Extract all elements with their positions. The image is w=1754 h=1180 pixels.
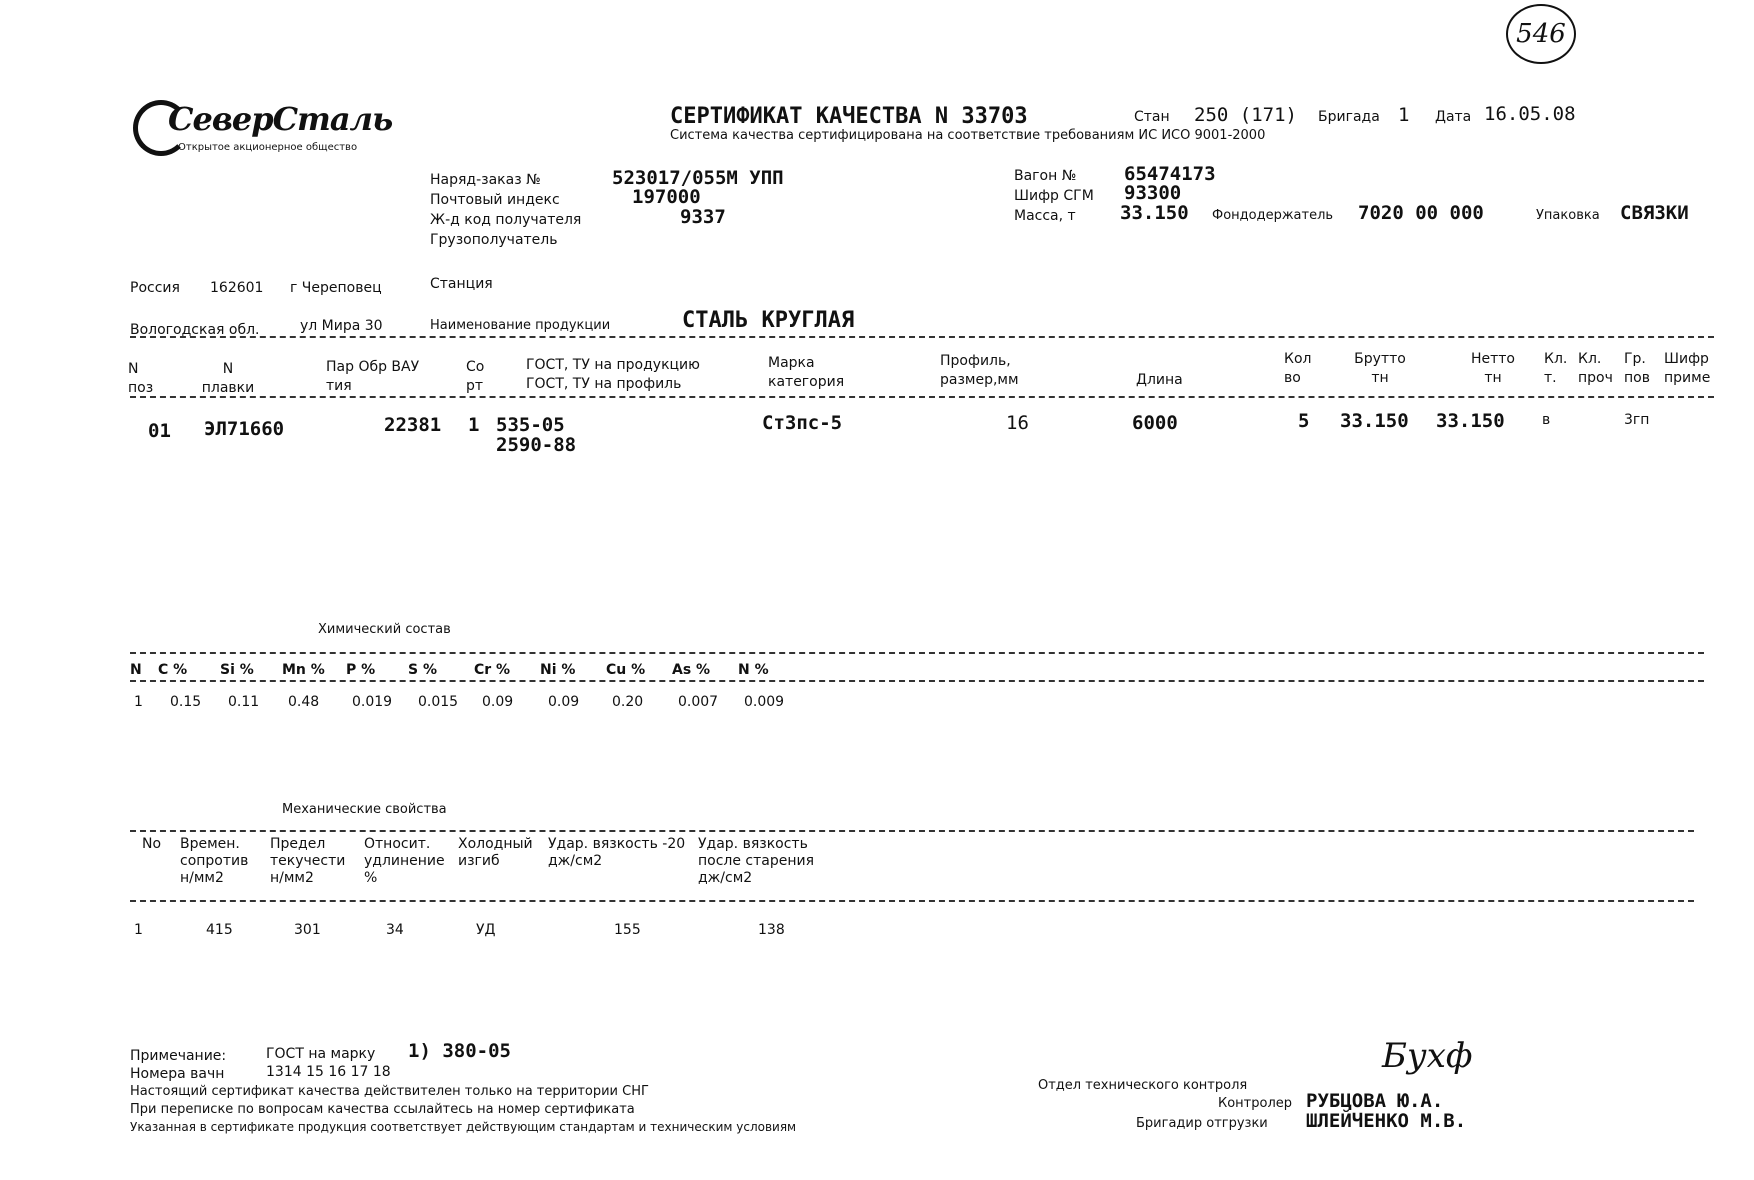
logo-subtitle: Открытое акционерное общество bbox=[178, 142, 358, 153]
col-grade: Со рт bbox=[466, 359, 485, 394]
chemical-value-10: 0.009 bbox=[744, 694, 785, 710]
date-value: 16.05.08 bbox=[1484, 103, 1576, 125]
chemical-value-8: 0.20 bbox=[612, 694, 644, 710]
note-text: ГОСТ на марку bbox=[266, 1046, 376, 1062]
mechanical-header-3: Относит. удлинение % bbox=[364, 836, 445, 886]
mill-value: 250 (171) bbox=[1194, 104, 1297, 126]
chemical-value-4: 0.019 bbox=[352, 694, 393, 710]
chemical-header-3: Mn % bbox=[282, 662, 325, 678]
chemical-header-4: P % bbox=[346, 662, 376, 678]
consignee-label: Грузополучатель bbox=[430, 232, 558, 248]
rail-label: Ж-д код получателя bbox=[430, 212, 582, 228]
chemical-value-row bbox=[0, 694, 1754, 716]
numbers-label: Номера вачн bbox=[130, 1066, 225, 1082]
row-grade: 1 bbox=[468, 414, 480, 436]
col-mark: Марка категория bbox=[768, 355, 845, 390]
postal-label: Почтовый индекс bbox=[430, 192, 560, 208]
chemical-value-2: 0.11 bbox=[228, 694, 260, 710]
note-line-1: Настоящий сертификат качества действителен только на территории СНГ bbox=[130, 1084, 649, 1099]
row-gost-product: 535-05 bbox=[496, 414, 565, 436]
numbers-value: 1314 15 16 17 18 bbox=[266, 1064, 391, 1080]
col-length: Длина bbox=[1136, 372, 1183, 388]
row-length: 6000 bbox=[1132, 412, 1178, 434]
street: ул Мира 30 bbox=[300, 318, 383, 334]
chemical-header-2: Si % bbox=[220, 662, 254, 678]
logo-name: СеверСталь bbox=[168, 100, 393, 138]
note-line-2: При переписке по вопросам качества ссылайтесь на номер сертификата bbox=[130, 1102, 635, 1117]
product-label: Наименование продукции bbox=[430, 318, 611, 333]
chemical-header-1: C % bbox=[158, 662, 188, 678]
col-batch: Пар Обр ВАУ тия bbox=[326, 359, 420, 394]
dept-label: Отдел технического контроля bbox=[1038, 1078, 1248, 1093]
mechanical-header-0: No bbox=[142, 836, 162, 852]
chemical-header-6: Cr % bbox=[474, 662, 511, 678]
chemical-header-7: Ni % bbox=[540, 662, 576, 678]
foreman-name: ШЛЕЙЧЕНКО М.В. bbox=[1306, 1110, 1467, 1132]
col-code: Шифр приме bbox=[1664, 351, 1711, 386]
region: Вологодская обл. bbox=[130, 322, 260, 338]
chemical-value-9: 0.007 bbox=[678, 694, 719, 710]
order-value: 523017/055М УПП bbox=[612, 167, 784, 189]
row-mark: Ст3пс-5 bbox=[762, 412, 843, 434]
brigade-label: Бригада bbox=[1318, 109, 1380, 125]
row-class: в bbox=[1542, 412, 1551, 428]
mechanical-value-4: УД bbox=[476, 922, 496, 938]
col-heat: N плавки bbox=[201, 361, 255, 396]
mechanical-value-3: 34 bbox=[386, 922, 404, 938]
chemical-header-10: N % bbox=[738, 662, 769, 678]
postal-value: 197000 bbox=[632, 186, 701, 208]
chemical-header-row bbox=[0, 662, 1754, 682]
mill-label: Стан bbox=[1134, 109, 1170, 125]
mechanical-header-5: Удар. вязкость -20 дж/см2 bbox=[548, 836, 686, 869]
chemical-header-9: As % bbox=[672, 662, 711, 678]
controller-name: РУБЦОВА Ю.А. bbox=[1306, 1090, 1444, 1112]
chemical-value-3: 0.48 bbox=[288, 694, 320, 710]
mechanical-value-row bbox=[0, 922, 1754, 944]
row-net: 33.150 bbox=[1436, 410, 1505, 432]
chemical-title: Химический состав bbox=[318, 622, 451, 637]
chemical-header-8: Cu % bbox=[606, 662, 646, 678]
mechanical-value-6: 138 bbox=[758, 922, 785, 938]
mechanical-value-0: 1 bbox=[134, 922, 143, 938]
mechanical-value-5: 155 bbox=[614, 922, 641, 938]
controller-label: Контролер bbox=[1218, 1096, 1293, 1111]
mass-value: 33.150 bbox=[1120, 202, 1189, 224]
col-class1: Кл. т. bbox=[1544, 351, 1568, 386]
col-qty: Кол во bbox=[1284, 351, 1312, 386]
chemical-value-6: 0.09 bbox=[482, 694, 514, 710]
row-batch: 22381 bbox=[384, 414, 442, 436]
divider bbox=[130, 396, 1714, 398]
chemical-value-5: 0.015 bbox=[418, 694, 459, 710]
station-label: Станция bbox=[430, 276, 493, 292]
mechanical-header-row bbox=[0, 836, 1754, 896]
date-label: Дата bbox=[1435, 109, 1472, 125]
cipher-label: Шифр СГМ bbox=[1014, 188, 1094, 204]
rail-value: 9337 bbox=[680, 206, 726, 228]
chemical-value-7: 0.09 bbox=[548, 694, 580, 710]
mechanical-value-1: 415 bbox=[206, 922, 233, 938]
zip: 162601 bbox=[210, 280, 264, 296]
divider bbox=[130, 830, 1694, 832]
mechanical-header-4: Холодный изгиб bbox=[458, 836, 533, 869]
fund-value: 7020 00 000 bbox=[1358, 202, 1484, 224]
col-pos: N поз bbox=[128, 361, 154, 396]
col-profile: Профиль, размер,мм bbox=[940, 353, 1019, 388]
chemical-value-0: 1 bbox=[134, 694, 143, 710]
col-class2: Кл. проч bbox=[1578, 351, 1613, 386]
divider bbox=[130, 652, 1704, 654]
city: г Череповец bbox=[290, 280, 382, 296]
mechanical-title: Механические свойства bbox=[282, 802, 447, 817]
mechanical-header-2: Предел текучести н/мм2 bbox=[270, 836, 346, 886]
order-label: Наряд-заказ № bbox=[430, 172, 541, 188]
row-gross: 33.150 bbox=[1340, 410, 1409, 432]
mechanical-header-1: Времен. сопротив н/мм2 bbox=[180, 836, 249, 886]
pack-label: Упаковка bbox=[1536, 208, 1600, 223]
divider bbox=[130, 900, 1694, 902]
divider bbox=[130, 680, 1704, 682]
fund-label: Фондодержатель bbox=[1212, 208, 1334, 223]
note-label: Примечание: bbox=[130, 1048, 227, 1064]
handwritten-stamp: 546 bbox=[1506, 4, 1576, 64]
divider bbox=[130, 336, 1714, 338]
mechanical-header-6: Удар. вязкость после старения дж/см2 bbox=[698, 836, 815, 886]
col-group: Гр. пов bbox=[1624, 351, 1650, 386]
row-gost-profile: 2590-88 bbox=[496, 434, 577, 456]
row-qty: 5 bbox=[1298, 410, 1310, 432]
mass-label: Масса, т bbox=[1014, 208, 1076, 224]
row-heat: ЭЛ71660 bbox=[204, 418, 285, 440]
mechanical-value-2: 301 bbox=[294, 922, 321, 938]
wagon-value: 65474173 bbox=[1124, 163, 1216, 185]
product-value: СТАЛЬ КРУГЛАЯ bbox=[682, 308, 855, 333]
note-line-3: Указанная в сертификате продукция соответствует действующим стандартам и техническим условиям bbox=[130, 1120, 797, 1134]
col-gross: Брутто тн bbox=[1354, 351, 1406, 386]
note-value: 1) 380-05 bbox=[408, 1040, 511, 1062]
row-pos: 01 bbox=[148, 420, 171, 442]
cipher-value: 93300 bbox=[1124, 182, 1182, 204]
col-gost: ГОСТ, ТУ на продукцию ГОСТ, ТУ на профиль bbox=[526, 357, 700, 392]
chemical-value-1: 0.15 bbox=[170, 694, 202, 710]
chemical-header-5: S % bbox=[408, 662, 437, 678]
row-group: 3гп bbox=[1624, 412, 1650, 428]
wagon-label: Вагон № bbox=[1014, 168, 1077, 184]
pack-value: СВЯЗКИ bbox=[1620, 202, 1689, 224]
foreman-label: Бригадир отгрузки bbox=[1136, 1116, 1268, 1131]
row-profile: 16 bbox=[1006, 412, 1029, 434]
handwritten-signature: Бухф bbox=[1382, 1036, 1473, 1076]
country: Россия bbox=[130, 280, 180, 296]
chemical-header-0: N bbox=[130, 662, 142, 678]
brigade-value: 1 bbox=[1398, 104, 1410, 126]
col-net: Нетто тн bbox=[1470, 351, 1516, 386]
certificate-title: СЕРТИФИКАТ КАЧЕСТВА N 33703 bbox=[670, 104, 1028, 129]
iso-line: Система качества сертифицирована на соответствие требованиям ИС ИСО 9001-2000 bbox=[670, 128, 1266, 143]
